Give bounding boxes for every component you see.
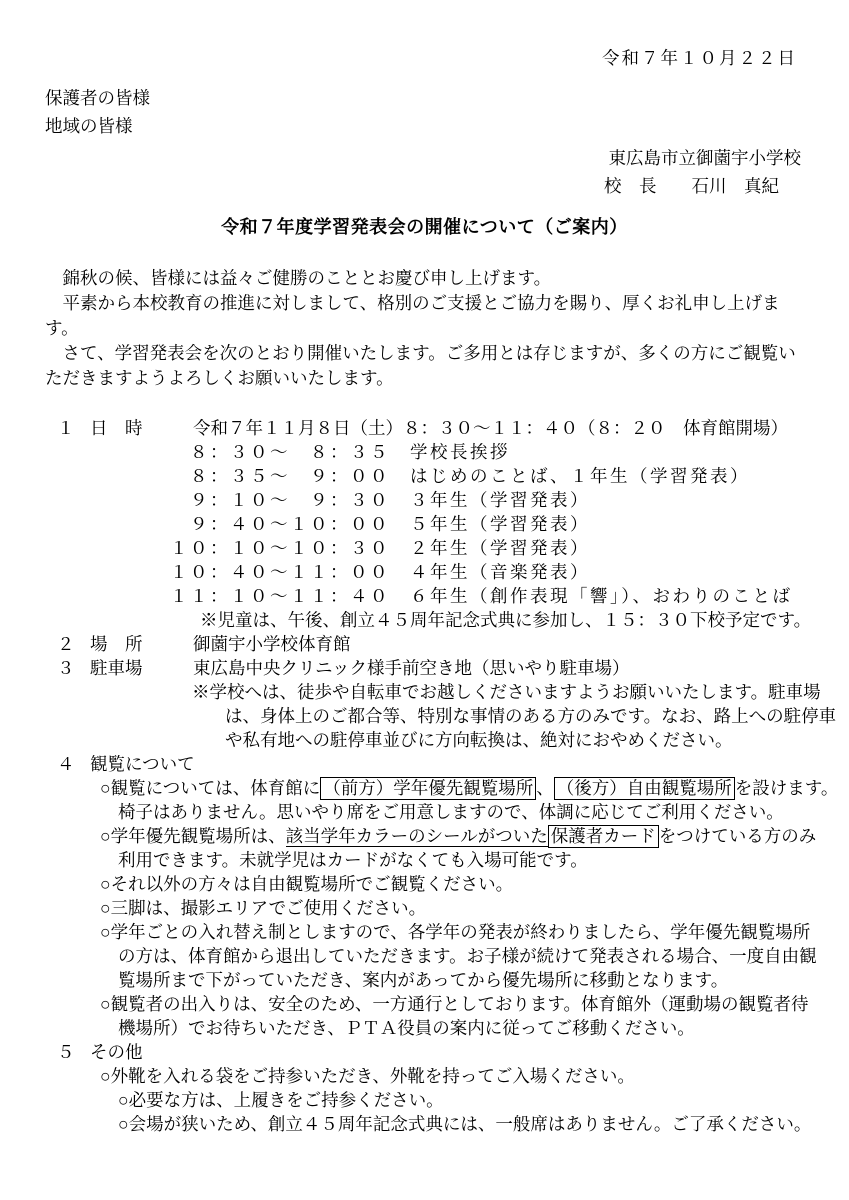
viewing-item-card-line1 [100, 824, 819, 848]
rotation-line: の方は、体育館から退出していただきます。お子様が続けて発表される場合、一度自由観 [118, 946, 817, 966]
text-segment: ○学年優先観覧場所は、 [100, 826, 286, 846]
section-label: 駐車場 [90, 658, 143, 678]
other-item-line: ○必要な方は、上履きをご持参ください。 [118, 1090, 444, 1110]
text-segment: をつけている方のみ [658, 826, 817, 846]
schedule-list [170, 440, 849, 608]
schedule-line: １０：４０～１１：００ ４年生（音楽発表） [170, 562, 590, 582]
parking-content: 東広島中央クリニック様手前空き地（思いやり駐車場） [193, 658, 630, 678]
guardian-card-box: 保護者カード [548, 825, 659, 848]
viewing-item-tripod: ○三脚は、撮影エリアでご使用ください。 [100, 898, 427, 918]
greeting-paragraphs [45, 266, 809, 391]
greeting-line: ただきますようよろしくお願いいたします。 [45, 368, 394, 388]
datetime-headline: 令和７年１１月８日（土）８：３０～１１：４０（８：２０ 体育館開場） [193, 418, 788, 438]
rotation-line: 覧場所まで下がっていただき、案内があってから優先場所に移動となります。 [118, 970, 729, 990]
school-name: 東広島市立御薗宇小学校 [608, 148, 801, 168]
schedule-line: １０：１０～１０：３０ ２年生（学習発表） [170, 538, 590, 558]
viewing-item-card [100, 824, 819, 872]
other-items [100, 1064, 819, 1136]
parking-note-line: や私有地への駐停車並びに方向転換は、絶対におやめください。 [225, 730, 733, 750]
viewing-item-areas-line2: 椅子はありません。思いやり席をご用意しますので、体調に応じてご利用ください。 [118, 802, 784, 822]
other-item-line: ○外靴を入れる袋をご持参いただき、外靴を持ってご入場ください。 [100, 1066, 635, 1086]
schedule-line: ８：３５～ ９：００ はじめのことば、１年生（学習発表） [170, 466, 750, 486]
recipient-line: 地域の皆様 [45, 116, 133, 136]
document-date: 令和７年１０月２２日 [602, 48, 797, 68]
priority-area-box: （前方）学年優先観覧場所 [320, 777, 536, 800]
free-area-box: （後方）自由観覧場所 [554, 777, 735, 800]
parking-note [192, 680, 837, 752]
parking-note-line: は、身体上のご都合等、特別な事情のある方のみです。なお、路上への駐停車 [225, 706, 837, 726]
principal-name: 校 長 石川 真紀 [604, 176, 779, 196]
other-item-line: ○会場が狭いため、創立４５周年記念式典には、一般席はありません。ご了承ください。 [118, 1114, 812, 1134]
viewing-item-free-area: ○それ以外の方々は自由観覧場所でご観覧ください。 [100, 874, 514, 894]
schedule-line: ９：４０～１０：００ ５年生（学習発表） [170, 514, 590, 534]
section-viewing [0, 752, 819, 776]
greeting-line: 平素から本校教育の推進に対しまして、格別のご支援とご協力を賜り、厚くお礼申し上げます。 [45, 293, 780, 338]
recipient-line: 保護者の皆様 [45, 88, 150, 108]
underlined-segment: 該当学年カラーのシールがついた [285, 826, 548, 846]
sender-block [0, 144, 849, 200]
text-segment: 、 [536, 778, 554, 798]
recipients [45, 84, 849, 140]
section-label: 日 時 [90, 418, 143, 438]
viewing-item-areas [100, 776, 839, 824]
section-label: 場 所 [90, 634, 143, 654]
text-segment: を設けます。 [734, 778, 839, 798]
place-content: 御薗宇小学校体育館 [193, 634, 351, 654]
section-label: その他 [90, 1042, 143, 1062]
section-parking [0, 656, 819, 680]
viewing-item-oneway [100, 992, 819, 1040]
viewing-item-rotation [100, 920, 819, 992]
schedule-line: １１：１０～１１：４０ ６年生（創作表現「響」）、おわりのことば [170, 586, 793, 606]
schedule-line: ８：３０～ ８：３５ 学校長挨拶 [170, 442, 510, 462]
parking-note-line: ※学校へは、徒歩や自転車でお越しくださいますようお願いいたします。駐車場 [192, 682, 821, 702]
greeting-line: さて、学習発表会を次のとおり開催いたします。ご多用とは存じますが、多くの方にご観覧い [45, 343, 796, 363]
section-other [0, 1040, 819, 1064]
schedule-line: ９：１０～ ９：３０ ３年生（学習発表） [170, 490, 590, 510]
greeting-line: 錦秋の候、皆様には益々ご健勝のこととお慶び申し上げます。 [45, 268, 552, 288]
section-place [0, 632, 819, 656]
section-number: １ [57, 418, 75, 438]
oneway-line: ○観覧者の出入りは、安全のため、一方通行としております。体育館外（運動場の観覧者待 [100, 994, 809, 1014]
section-number: ２ [57, 634, 75, 654]
oneway-line: 機場所）でお待ちいただき、ＰＴＡ役員の案内に従ってご移動ください。 [118, 1018, 695, 1038]
viewing-item-card-line2: 利用できます。未就学児はカードがなくても入場可能です。 [118, 850, 588, 870]
section-number: ３ [57, 658, 75, 678]
rotation-line: ○学年ごとの入れ替え制としますので、各学年の発表が終わりましたら、学年優先観覧場所 [100, 922, 811, 942]
section-label: 観覧について [90, 754, 195, 774]
document-title: 令和７年度学習発表会の開催について（ご案内） [221, 217, 628, 237]
section-datetime [0, 416, 819, 440]
text-segment: ○観覧については、体育館に [100, 778, 321, 798]
section-number: ４ [57, 754, 75, 774]
dismissal-note: ※児童は、午後、創立４５周年記念式典に参加し、１５：３０下校予定です。 [200, 610, 812, 630]
section-number: ５ [57, 1042, 75, 1062]
viewing-item-areas-line1 [100, 776, 839, 800]
